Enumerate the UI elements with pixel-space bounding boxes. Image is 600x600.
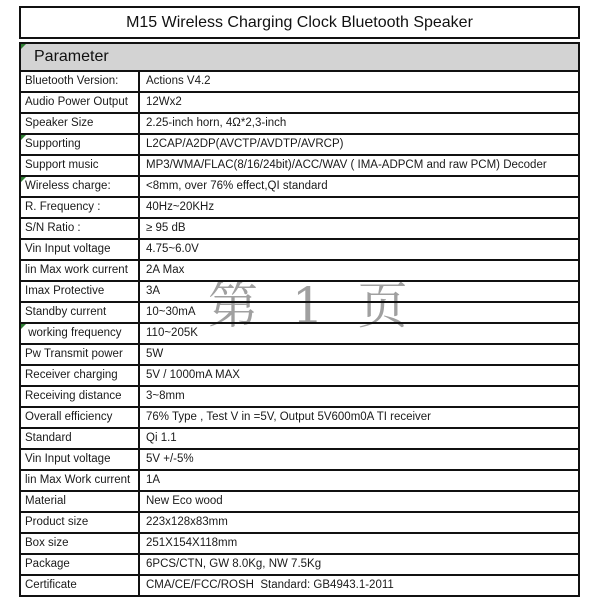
spec-label: Certificate bbox=[21, 576, 140, 595]
table-row bbox=[21, 261, 578, 282]
parameter-header-label: Parameter bbox=[34, 48, 109, 65]
spec-value: 2.25-inch horn, 4Ω*2,3-inch bbox=[146, 117, 287, 129]
spec-value: 10~30mA bbox=[146, 306, 196, 318]
spec-value: ≥ 95 dB bbox=[146, 222, 186, 234]
table-row bbox=[21, 345, 578, 366]
spec-label: Supporting bbox=[21, 135, 140, 154]
spec-label: Material bbox=[21, 492, 140, 511]
parameter-header-bar bbox=[19, 42, 580, 72]
spec-value: 4.75~6.0V bbox=[146, 243, 199, 255]
spec-label: R. Frequency : bbox=[21, 198, 140, 217]
table-row bbox=[21, 114, 578, 135]
spec-value: Actions V4.2 bbox=[146, 75, 211, 87]
spec-label: Wireless charge: bbox=[21, 177, 140, 196]
table-row bbox=[21, 177, 578, 198]
cell-flag-triangle-icon bbox=[21, 324, 26, 329]
table-row bbox=[21, 282, 578, 303]
document-title-box bbox=[19, 6, 580, 39]
table-row bbox=[21, 555, 578, 576]
document-title: M15 Wireless Charging Clock Bluetooth Speaker bbox=[126, 14, 473, 31]
spec-label: Vin Input voltage bbox=[21, 240, 140, 259]
table-row bbox=[21, 240, 578, 261]
table-row bbox=[21, 72, 578, 93]
table-row bbox=[21, 450, 578, 471]
spec-table bbox=[19, 72, 580, 597]
spec-label: Product size bbox=[21, 513, 140, 532]
spec-value: <8mm, over 76% effect,QI standard bbox=[146, 180, 328, 192]
table-row bbox=[21, 387, 578, 408]
table-row bbox=[21, 471, 578, 492]
table-row bbox=[21, 534, 578, 555]
spec-value: 1A bbox=[146, 474, 161, 486]
spec-value: 6PCS/CTN, GW 8.0Kg, NW 7.5Kg bbox=[146, 558, 322, 570]
table-row bbox=[21, 429, 578, 450]
spec-value: Qi 1.1 bbox=[146, 432, 177, 444]
spec-value: CMA/CE/FCC/ROSH Standard: GB4943.1-2011 bbox=[146, 579, 394, 591]
spec-value: MP3/WMA/FLAC(8/16/24bit)/ACC/WAV ( IMA-ADPCM and raw PCM) Decoder bbox=[146, 159, 547, 171]
spec-label: Box size bbox=[21, 534, 140, 553]
spec-label: lin Max work current bbox=[21, 261, 140, 280]
spec-value: 5V +/-5% bbox=[146, 453, 194, 465]
spec-value: 223x128x83mm bbox=[146, 516, 228, 528]
table-row bbox=[21, 156, 578, 177]
spec-label: Standard bbox=[21, 429, 140, 448]
spec-label: Speaker Size bbox=[21, 114, 140, 133]
cell-flag-triangle-icon bbox=[21, 135, 26, 140]
spec-value: 12Wx2 bbox=[146, 96, 182, 108]
table-row bbox=[21, 135, 578, 156]
spec-value: 110~205K bbox=[146, 327, 198, 339]
spec-label: Standby current bbox=[21, 303, 140, 322]
table-row bbox=[21, 576, 578, 597]
spec-value: 3~8mm bbox=[146, 390, 185, 402]
spec-value: 76% Type , Test V in =5V, Output 5V600m0A TI receiver bbox=[146, 411, 432, 423]
spec-value: L2CAP/A2DP(AVCTP/AVDTP/AVRCP) bbox=[146, 138, 344, 150]
table-row bbox=[21, 324, 578, 345]
spec-value: 2A Max bbox=[146, 264, 185, 276]
spec-value: 5W bbox=[146, 348, 164, 360]
spec-label: Overall efficiency bbox=[21, 408, 140, 427]
cell-flag-triangle-icon bbox=[21, 44, 26, 49]
spec-label: Package bbox=[21, 555, 140, 574]
page-number-watermark: 第 1 页 bbox=[208, 277, 417, 335]
spec-value: 40Hz~20KHz bbox=[146, 201, 215, 213]
spec-label: lin Max Work current bbox=[21, 471, 140, 490]
spec-value: 5V / 1000mA MAX bbox=[146, 369, 240, 381]
spec-label: Support music bbox=[21, 156, 140, 175]
spec-label: Audio Power Output bbox=[21, 93, 140, 112]
table-row bbox=[21, 513, 578, 534]
table-row bbox=[21, 219, 578, 240]
spec-label: Imax Protective bbox=[21, 282, 140, 301]
spec-label: S/N Ratio : bbox=[21, 219, 140, 238]
spec-value: New Eco wood bbox=[146, 495, 223, 507]
table-row bbox=[21, 93, 578, 114]
table-row bbox=[21, 408, 578, 429]
table-row bbox=[21, 492, 578, 513]
spec-label: Pw Transmit power bbox=[21, 345, 140, 364]
table-row bbox=[21, 198, 578, 219]
spec-label: Bluetooth Version: bbox=[21, 72, 140, 91]
spec-label: Receiver charging bbox=[21, 366, 140, 385]
table-row bbox=[21, 366, 578, 387]
spec-value: 251X154X118mm bbox=[146, 537, 238, 549]
table-row bbox=[21, 303, 578, 324]
spec-label: working frequency bbox=[21, 324, 140, 343]
spec-label: Vin Input voltage bbox=[21, 450, 140, 469]
spec-value: 3A bbox=[146, 285, 161, 297]
cell-flag-triangle-icon bbox=[21, 177, 26, 182]
spec-label: Receiving distance bbox=[21, 387, 140, 406]
